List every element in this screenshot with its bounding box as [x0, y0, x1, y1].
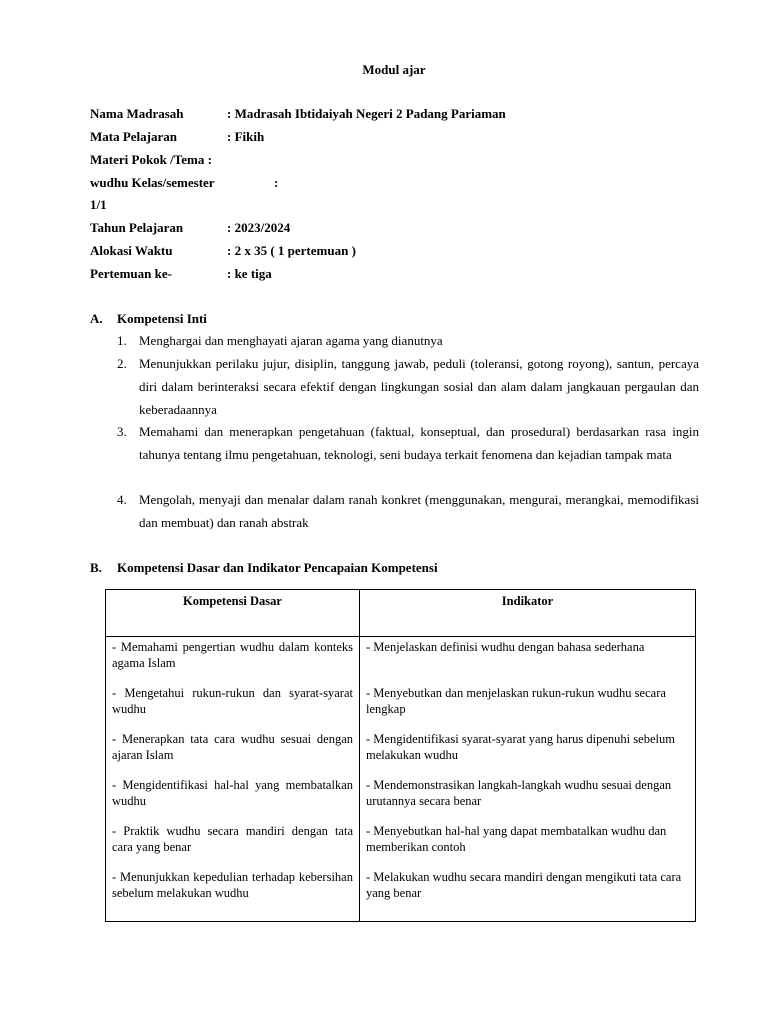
table-row — [106, 685, 696, 731]
item-number: 4. — [117, 492, 127, 507]
tahun-pelajaran-row — [90, 220, 291, 236]
item-text: Mengolah, menyaji dan menalar dalam ranah konkret (menggunakan, mengurai, merangkai, memodifikasi dan membuat) dan ranah abstrak — [139, 492, 699, 530]
kompetensi-dasar-cell: - Mengetahui rukun-rukun dan syarat-syarat wudhu — [106, 685, 360, 731]
table-header-row — [106, 590, 696, 637]
indikator-cell: - Mendemonstrasikan langkah-langkah wudhu sesuai dengan urutannya secara benar — [360, 777, 696, 823]
tahun-pelajaran-value: : 2023/2024 — [227, 220, 291, 235]
table-row — [106, 777, 696, 823]
kompetensi-dasar-cell: - Praktik wudhu secara mandiri dengan tata cara yang benar — [106, 823, 360, 869]
tahun-pelajaran-label: Tahun Pelajaran — [90, 220, 184, 235]
mata-pelajaran-label: Mata Pelajaran — [90, 129, 178, 144]
indikator-cell: - Melakukan wudhu secara mandiri dengan mengikuti tata cara yang benar — [360, 869, 696, 922]
mata-pelajaran-value: : Fikih — [227, 129, 265, 144]
nama-madrasah-row — [90, 106, 506, 122]
item-number: 3. — [117, 424, 127, 439]
section-a-title: Kompetensi Inti — [117, 311, 207, 326]
kompetensi-table — [105, 589, 696, 922]
header-kompetensi-dasar: Kompetensi Dasar — [106, 590, 360, 637]
pertemuan-value: : ke tiga — [227, 266, 272, 281]
nama-madrasah-value: : Madrasah Ibtidaiyah Negeri 2 Padang Pariaman — [227, 106, 506, 121]
header-indikator: Indikator — [360, 590, 696, 637]
pertemuan-label: Pertemuan ke- — [90, 266, 172, 281]
indikator-cell: - Menjelaskan definisi wudhu dengan bahasa sederhana — [360, 637, 696, 686]
wudhu-kelas-label: wudhu Kelas/semester — [90, 175, 215, 190]
nama-madrasah-label: Nama Madrasah — [90, 106, 184, 121]
kompetensi-dasar-cell: - Mengidentifikasi hal-hal yang membatalkan wudhu — [106, 777, 360, 823]
semester-row — [90, 197, 107, 213]
kompetensi-inti-item-3 — [117, 420, 699, 466]
kompetensi-dasar-cell: - Menerapkan tata cara wudhu sesuai dengan ajaran Islam — [106, 731, 360, 777]
table-row — [106, 637, 696, 686]
wudhu-kelas-row — [90, 175, 279, 191]
mata-pelajaran-row — [90, 129, 265, 145]
semester-label: 1/1 — [90, 197, 107, 212]
kompetensi-inti-item-1 — [117, 329, 699, 352]
indikator-cell: - Menyebutkan hal-hal yang dapat membatalkan wudhu dan memberikan contoh — [360, 823, 696, 869]
wudhu-kelas-value: : — [274, 175, 279, 190]
table-row — [106, 823, 696, 869]
alokasi-waktu-label: Alokasi Waktu — [90, 243, 173, 258]
indikator-cell: - Mengidentifikasi syarat-syarat yang harus dipenuhi sebelum melakukan wudhu — [360, 731, 696, 777]
item-text: Memahami dan menerapkan pengetahuan (faktual, konseptual, dan prosedural) berdasarkan rasa ingin tahunya tentang ilmu pengetahuan, teknologi, seni budaya terkait fenomena dan kejadian tampak mata — [139, 424, 699, 462]
item-text: Menghargai dan menghayati ajaran agama yang dianutnya — [139, 333, 443, 348]
indikator-cell: - Menyebutkan dan menjelaskan rukun-rukun wudhu secara lengkap — [360, 685, 696, 731]
section-a-letter: A. — [90, 311, 103, 326]
table-row — [106, 731, 696, 777]
materi-pokok-row — [90, 152, 212, 168]
kompetensi-dasar-cell: - Menunjukkan kepedulian terhadap kebersihan sebelum melakukan wudhu — [106, 869, 360, 922]
alokasi-waktu-row — [90, 243, 356, 259]
kompetensi-inti-item-4 — [117, 488, 699, 534]
item-number: 2. — [117, 356, 127, 371]
materi-pokok-label: Materi Pokok /Tema : — [90, 152, 212, 167]
kompetensi-dasar-cell: - Memahami pengertian wudhu dalam konteks agama Islam — [106, 637, 360, 686]
section-b-heading — [90, 560, 438, 576]
alokasi-waktu-value: : 2 x 35 ( 1 pertemuan ) — [227, 243, 356, 258]
document-title: Modul ajar — [362, 62, 426, 77]
kompetensi-inti-item-2 — [117, 352, 699, 421]
table-row — [106, 869, 696, 922]
pertemuan-row — [90, 266, 272, 282]
section-a-heading — [90, 311, 207, 327]
item-number: 1. — [117, 333, 127, 348]
item-text: Menunjukkan perilaku jujur, disiplin, tanggung jawab, peduli (toleransi, gotong royong), santun, percaya diri dalam berinteraksi secara efektif dengan lingkungan sosial dan alam dalam jangkauan pergaulan dan keberadaannya — [139, 356, 699, 417]
section-b-letter: B. — [90, 560, 102, 575]
section-b-title: Kompetensi Dasar dan Indikator Pencapaian Kompetensi — [117, 560, 438, 575]
